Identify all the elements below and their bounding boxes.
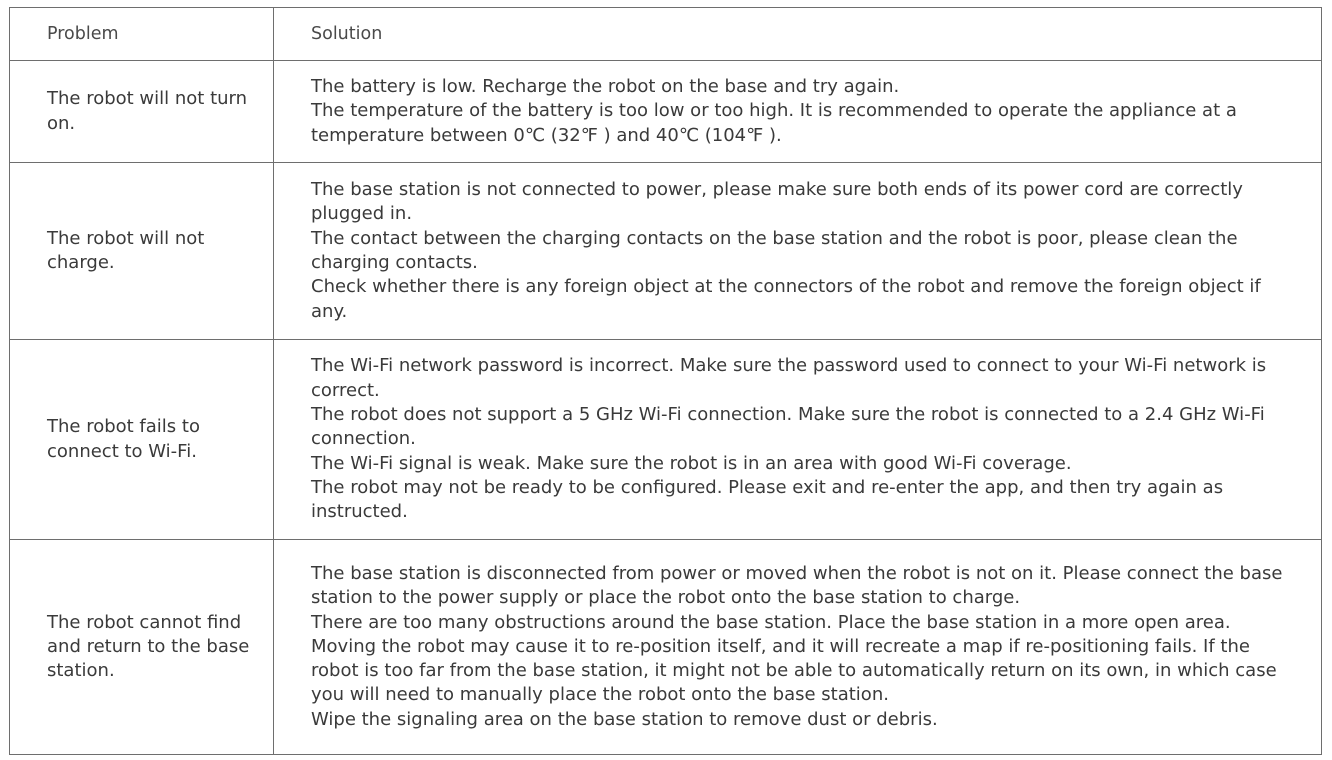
problem-cell: The robot will not charge. xyxy=(10,163,274,339)
solution-line: Moving the robot may cause it to re-position itself, and it will recreate a map if re-positioning fails. If the robot is too far from the base station, it might not be able to automatically return on its own, in which case you will need to manually place the robot onto the base station. xyxy=(311,635,1277,706)
table-row xyxy=(10,163,1321,340)
solution-cell xyxy=(274,340,1321,539)
table-row xyxy=(10,340,1321,540)
solution-line: The robot may not be ready to be configured. Please exit and re-enter the app, and then try again as instructed. xyxy=(311,476,1224,523)
solution-line: The contact between the charging contacts on the base station and the robot is poor, please clean the charging contacts. xyxy=(311,227,1238,273)
problem-cell: The robot cannot find and return to the base station. xyxy=(10,540,274,754)
solution-line: Check whether there is any foreign object at the connectors of the robot and remove the foreign object if any. xyxy=(311,276,1261,322)
solution-cell xyxy=(274,61,1321,162)
solution-line: Wipe the signaling area on the base station to remove dust or debris. xyxy=(311,708,938,730)
solution-line: The base station is disconnected from power or moved when the robot is not on it. Please connect the base station to the power supply or place the robot onto the base station to charge. xyxy=(311,562,1283,609)
solution-line: The robot does not support a 5 GHz Wi-Fi connection. Make sure the robot is connected to a 2.4 GHz Wi-Fi connection. xyxy=(311,404,1265,450)
solution-line: There are too many obstructions around the base station. Place the base station in a more open area. xyxy=(311,611,1231,633)
solution-line: The Wi-Fi network password is incorrect. Make sure the password used to connect to your Wi-Fi network is correct. xyxy=(311,355,1267,401)
troubleshooting-table xyxy=(9,7,1322,755)
problem-cell: The robot will not turn on. xyxy=(10,61,274,162)
table-header-row xyxy=(10,8,1321,61)
solution-line: The temperature of the battery is too low or too high. It is recommended to operate the appliance at a temperature between 0℃ (32℉ ) and 40℃ (104℉ ). xyxy=(311,100,1237,146)
problem-cell: The robot fails to connect to Wi-Fi. xyxy=(10,340,274,539)
solution-cell xyxy=(274,540,1321,754)
solution-cell xyxy=(274,163,1321,339)
header-problem: Problem xyxy=(10,8,274,60)
solution-line: The Wi-Fi signal is weak. Make sure the robot is in an area with good Wi-Fi coverage. xyxy=(311,452,1072,474)
solution-line: The battery is low. Recharge the robot on the base and try again. xyxy=(311,76,900,98)
solution-line: The base station is not connected to power, please make sure both ends of its power cord are correctly plugged in. xyxy=(311,179,1243,225)
header-solution: Solution xyxy=(311,23,383,44)
table-row xyxy=(10,61,1321,163)
table-row xyxy=(10,540,1321,754)
